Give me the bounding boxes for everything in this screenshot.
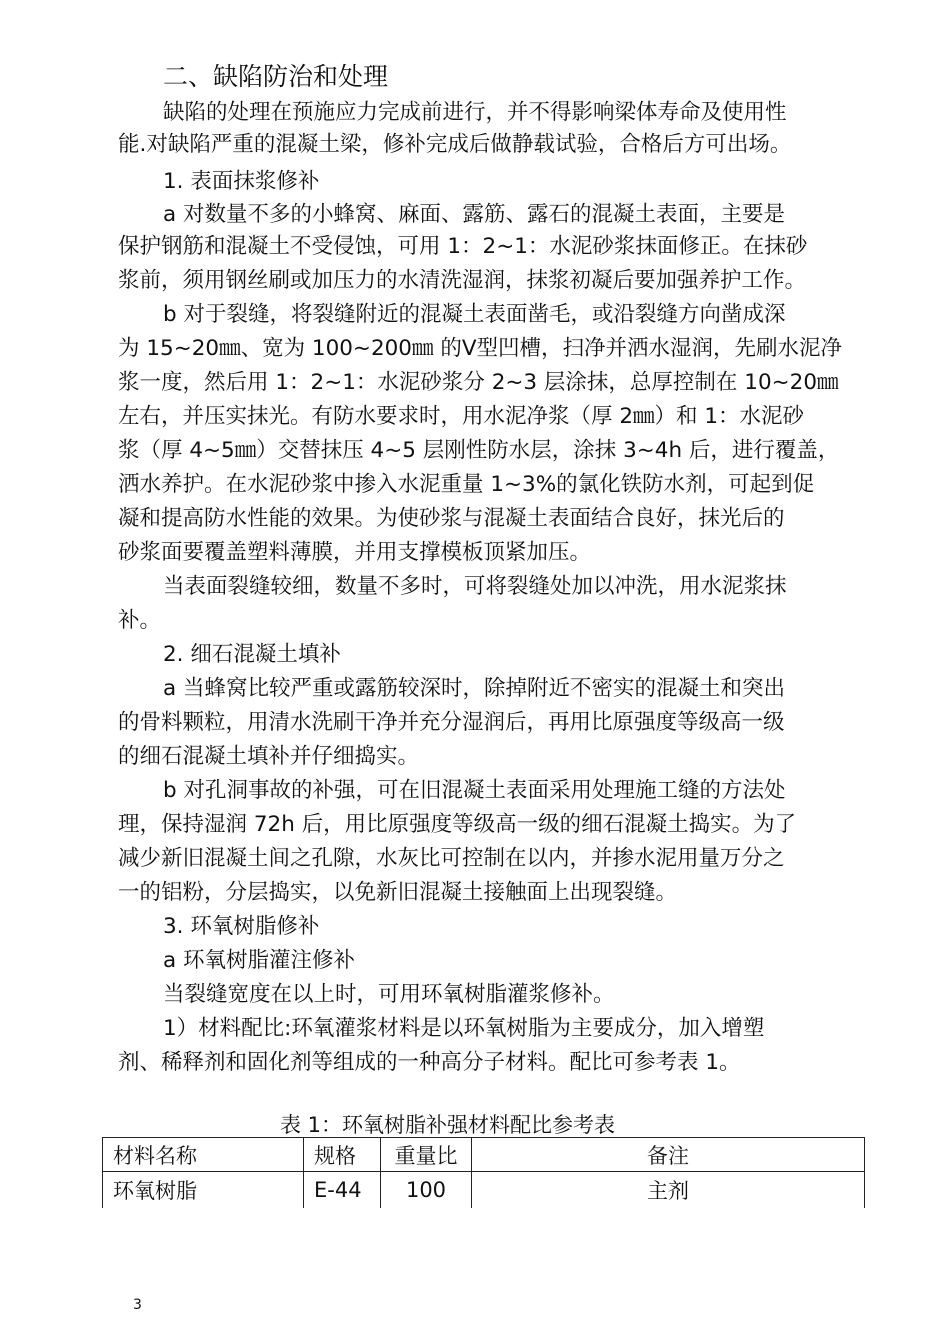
paragraph-line: a 对数量不多的小蜂窝、麻面、露筋、露石的混凝土表面，主要是 [163, 202, 786, 227]
paragraph-line: 理，保持湿润 72h 后，用比原强度等级高一级的细石混凝土捣实。为了 [118, 812, 797, 837]
table-cell: 100 [381, 1172, 472, 1209]
paragraph-line: 当裂缝宽度在以上时，可用环氧树脂灌浆修补。 [163, 982, 615, 1007]
section-title: 二、缺陷防治和处理 [163, 62, 389, 91]
paragraph-line: 一的铝粉，分层捣实，以免新旧混凝土接触面上出现裂缝。 [118, 880, 678, 905]
table-header-cell: 重量比 [381, 1138, 472, 1172]
table-cell: 主剂 [472, 1172, 865, 1209]
table-caption: 表 1：环氧树脂补强材料配比参考表 [280, 1113, 616, 1137]
paragraph-line: 补。 [118, 608, 162, 633]
paragraph-line: 保护钢筋和混凝土不受侵蚀，可用 1：2~1：水泥砂浆抹面修正。在抹砂 [118, 234, 808, 259]
paragraph-line: 缺陷的处理在预施应力完成前进行，并不得影响梁体寿命及使用性 [163, 100, 787, 125]
paragraph-line: 凝和提高防水性能的效果。为使砂浆与混凝土表面结合良好，抹光后的 [118, 506, 785, 531]
item-title: 3. 环氧树脂修补 [163, 914, 320, 939]
paragraph-line: 剂、稀释剂和固化剂等组成的一种高分子材料。配比可参考表 1。 [118, 1050, 741, 1075]
table-header-cell: 备注 [472, 1138, 865, 1172]
table-row [103, 1172, 865, 1209]
paragraph-line: 洒水养护。在水泥砂浆中掺入水泥重量 1~3%的氯化铁防水剂，可起到促 [118, 472, 815, 497]
paragraph-line: a 当蜂窝比较严重或露筋较深时，除掉附近不密实的混凝土和突出 [163, 676, 786, 701]
table-header-cell: 规格 [304, 1138, 381, 1172]
table-header-cell: 材料名称 [103, 1138, 304, 1172]
mix-ratio-table [102, 1137, 865, 1208]
page-number: 3 [133, 1297, 142, 1313]
item-title: 2. 细石混凝土填补 [163, 642, 341, 667]
table-header-row [103, 1138, 865, 1172]
paragraph-line: 能.对缺陷严重的混凝土梁，修补完成后做静载试验，合格后方可出场。 [118, 132, 792, 157]
paragraph-line: 1）材料配比:环氧灌浆材料是以环氧树脂为主要成分，加入增塑 [163, 1016, 765, 1041]
paragraph-line: b 对孔洞事故的补强，可在旧混凝土表面采用处理施工缝的方法处 [163, 778, 786, 803]
paragraph-line: 浆（厚 4~5㎜）交替抹压 4~5 层刚性防水层，涂抹 3~4h 后，进行覆盖， [118, 438, 840, 463]
paragraph-line: 当表面裂缝较细，数量不多时，可将裂缝处加以冲洗，用水泥浆抹 [163, 574, 787, 599]
table-cell: 环氧树脂 [103, 1172, 304, 1209]
table-cell: E-44 [304, 1172, 381, 1209]
paragraph-line: 浆一度，然后用 1：2~1：水泥砂浆分 2~3 层涂抹，总厚控制在 10~20㎜ [118, 370, 839, 395]
subitem-title: a 环氧树脂灌注修补 [163, 948, 356, 973]
paragraph-line: 砂浆面要覆盖塑料薄膜，并用支撑模板顶紧加压。 [118, 540, 592, 565]
paragraph-line: 左右，并压实抹光。有防水要求时，用水泥净浆（厚 2㎜）和 1：水泥砂 [118, 404, 805, 429]
paragraph-line: 的骨料颗粒，用清水洗刷干净并充分湿润后，再用比原强度等级高一级 [118, 710, 785, 735]
item-title: 1. 表面抹浆修补 [163, 169, 320, 194]
paragraph-line: 为 15~20㎜、宽为 100~200㎜ 的Ⅴ型凹槽，扫净并洒水湿润，先刷水泥净 [118, 336, 843, 361]
paragraph-line: 浆前，须用钢丝刷或加压力的水清洗湿润，抹浆初凝后要加强养护工作。 [118, 268, 807, 293]
paragraph-line: b 对于裂缝，将裂缝附近的混凝土表面凿毛，或沿裂缝方向凿成深 [163, 302, 786, 327]
paragraph-line: 减少新旧混凝土间之孔隙，水灰比可控制在以内，并掺水泥用量万分之 [118, 846, 785, 871]
paragraph-line: 的细石混凝土填补并仔细捣实。 [118, 744, 420, 769]
